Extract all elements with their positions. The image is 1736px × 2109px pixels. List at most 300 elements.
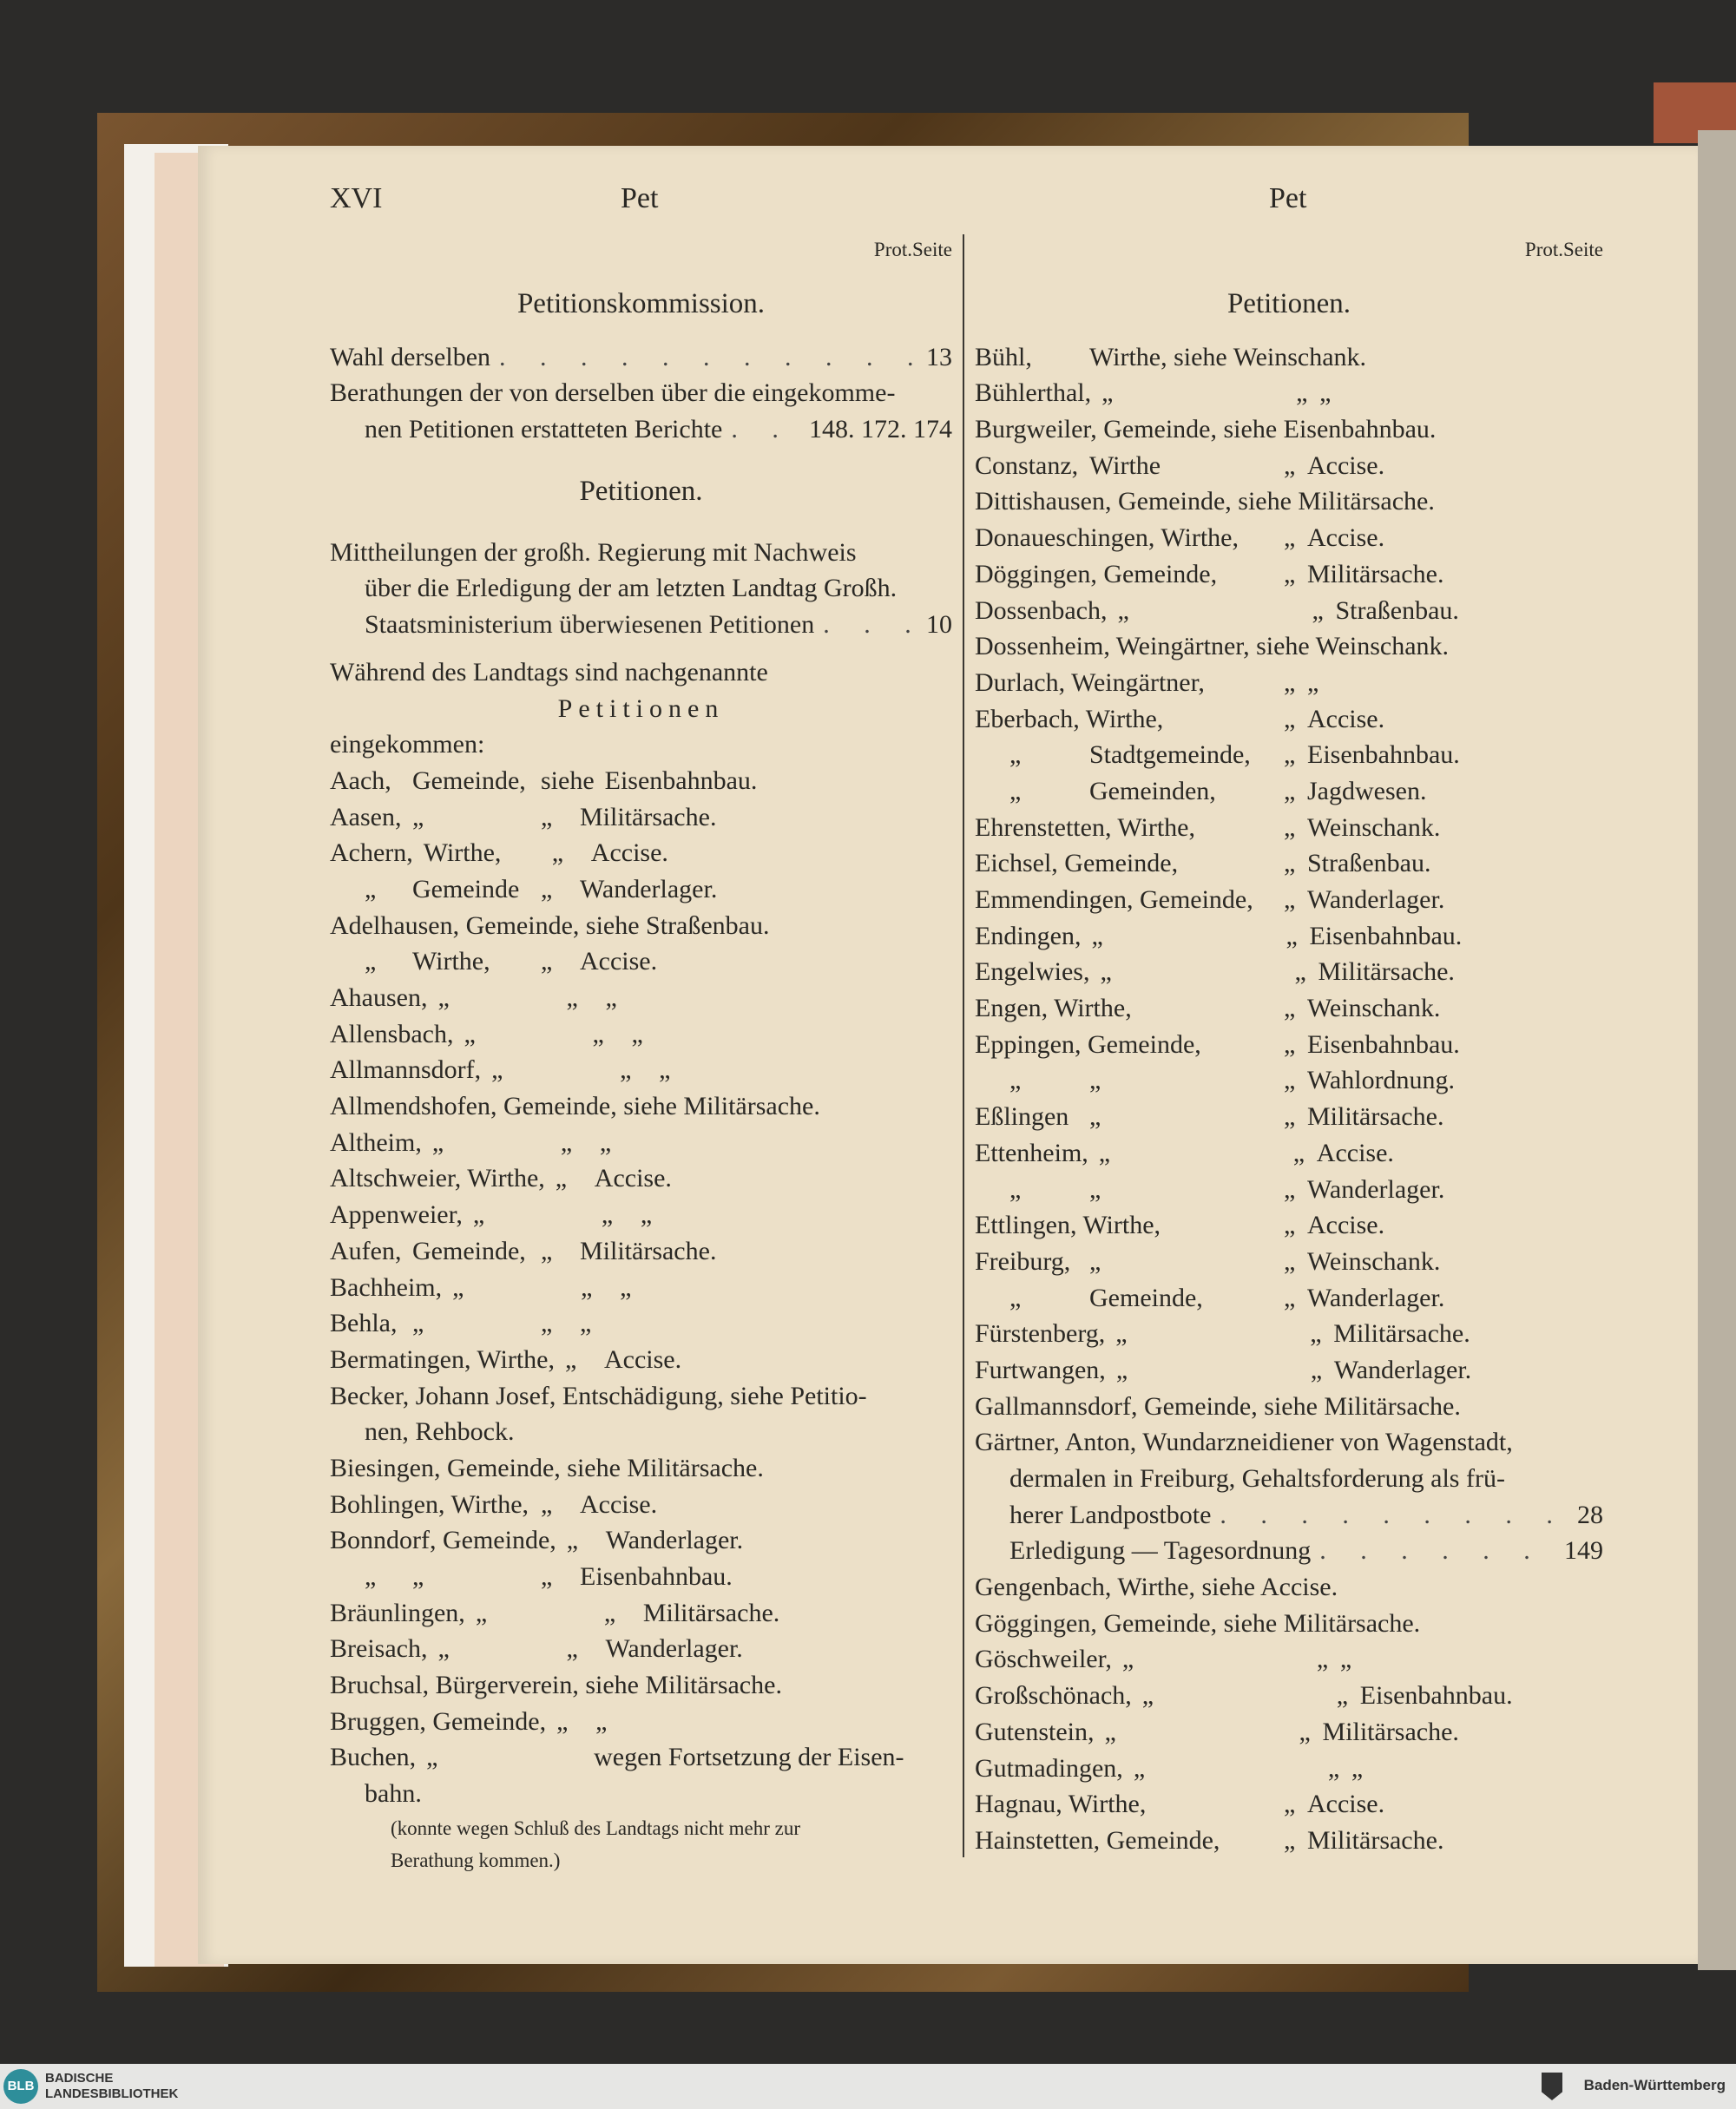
petition-place: Eberbach, Wirthe, bbox=[975, 704, 1164, 733]
reference-mark: „ bbox=[1284, 740, 1296, 770]
petition-row bbox=[330, 1270, 952, 1306]
petition-row bbox=[975, 1641, 1603, 1678]
reference-mark: „ bbox=[1284, 1790, 1296, 1819]
petition-place: Allensbach, bbox=[330, 1019, 454, 1048]
reference-mark: „ bbox=[565, 1344, 577, 1374]
petition-row bbox=[330, 1233, 952, 1270]
petition-subject: Accise. bbox=[604, 1344, 682, 1374]
page-reference: 13 bbox=[926, 342, 952, 371]
section-heading: Petitionen. bbox=[1226, 287, 1351, 319]
reference-mark: „ bbox=[1284, 1029, 1296, 1059]
petition-subject: Eisenbahnbau. bbox=[604, 765, 758, 795]
right-column bbox=[975, 232, 1603, 1859]
reference-mark: „ bbox=[1284, 1102, 1296, 1132]
section-heading: Petitionen. bbox=[579, 475, 703, 507]
petition-row bbox=[975, 1280, 1603, 1317]
library-name bbox=[45, 2071, 178, 2102]
petition-place: Emmendingen, Gemeinde, bbox=[975, 885, 1253, 914]
right-running-title: Pet bbox=[1269, 182, 1307, 214]
reference-mark: „ bbox=[592, 1019, 604, 1048]
petitioner-type: Gemeinde, bbox=[412, 1236, 526, 1265]
petition-subject: Eisenbahnbau. bbox=[1359, 1681, 1513, 1711]
petition-place: Donaueschingen, Wirthe, bbox=[975, 523, 1239, 553]
petition-subject: Accise. bbox=[1307, 1790, 1385, 1819]
state-label[interactable]: Baden-Württemberg bbox=[1583, 2077, 1726, 2093]
petition-subject: Wanderlager. bbox=[580, 874, 718, 903]
petition-row bbox=[330, 1125, 952, 1161]
reference-mark: „ bbox=[1284, 849, 1296, 878]
petition-place: Bühl, bbox=[975, 342, 1032, 371]
petition-subject: „ bbox=[580, 1309, 592, 1338]
petition-row bbox=[975, 339, 1603, 376]
petition-subject: Jagdwesen. bbox=[1307, 776, 1427, 805]
petitioner-type: Stadtgemeinde, bbox=[1089, 740, 1251, 770]
text-line: Allmendshofen, Gemeinde, siehe Militärsache. bbox=[330, 1092, 820, 1121]
petition-row bbox=[975, 665, 1603, 701]
petition-row bbox=[975, 1062, 1603, 1099]
petition-subject: Wanderlager. bbox=[605, 1634, 743, 1664]
petitioner-type: „ bbox=[475, 1598, 488, 1627]
reference-mark: „ bbox=[551, 838, 564, 868]
petitioner-type: „ bbox=[412, 1309, 424, 1338]
reference-mark: siehe bbox=[541, 765, 595, 795]
petition-row bbox=[975, 918, 1603, 955]
petition-place: Aasen, bbox=[330, 802, 402, 831]
petitioner-type: „ bbox=[1117, 595, 1129, 625]
entry-text: Erledigung — Tagesordnung bbox=[1009, 1536, 1312, 1566]
petitioner-type: „ bbox=[1104, 1717, 1116, 1746]
petition-subject: „ bbox=[631, 1019, 643, 1048]
reference-mark: „ bbox=[1327, 1753, 1340, 1783]
petition-row bbox=[330, 1631, 952, 1667]
petition-subject: „ bbox=[1351, 1753, 1364, 1783]
reference-mark: „ bbox=[1294, 957, 1306, 987]
petition-place: Altheim, bbox=[330, 1127, 422, 1157]
reference-mark: „ bbox=[541, 1489, 553, 1519]
petition-subject: „ bbox=[1319, 378, 1332, 408]
petitioner-type: Wirthe, bbox=[412, 947, 490, 976]
library-name-line1: BADISCHE bbox=[45, 2071, 114, 2086]
petition-place: Eichsel, Gemeinde, bbox=[975, 849, 1179, 878]
entry-text: Staatsministerium überwiesenen Petitionen bbox=[365, 610, 815, 640]
petitioner-type: „ bbox=[437, 1634, 450, 1664]
petition-place: Gutenstein, bbox=[975, 1717, 1095, 1746]
petitioner-type: Wirthe bbox=[1089, 450, 1161, 480]
page-reference: 10 bbox=[926, 610, 952, 640]
entry-text: nen Petitionen erstatteten Berichte bbox=[365, 415, 723, 444]
petitioner-type: „ bbox=[491, 1055, 503, 1085]
petitioner-type: „ bbox=[1133, 1753, 1146, 1783]
reference-mark: „ bbox=[1284, 1283, 1296, 1312]
text-line: Dossenheim, Weingärtner, siehe Weinschank. bbox=[975, 632, 1450, 661]
index-entry bbox=[975, 1533, 1603, 1569]
reference-mark: „ bbox=[566, 983, 578, 1012]
library-name-line2: LANDESBIBLIOTHEK bbox=[45, 2086, 179, 2101]
dot-leader bbox=[731, 411, 800, 448]
petition-place: Appenweier, bbox=[330, 1200, 463, 1230]
reference-mark: „ bbox=[1312, 595, 1324, 625]
text-line: Gärtner, Anton, Wundarzneidiener von Wagenstadt, bbox=[975, 1428, 1513, 1457]
petition-row bbox=[975, 448, 1603, 484]
reference-mark: „ bbox=[1286, 921, 1298, 950]
petition-place: Großschönach, bbox=[975, 1681, 1132, 1711]
reference-mark: „ bbox=[1284, 1174, 1296, 1204]
reference-mark: „ bbox=[1284, 776, 1296, 805]
petition-row bbox=[975, 1172, 1603, 1208]
petition-row bbox=[975, 1751, 1603, 1787]
petition-subject: „ bbox=[1339, 1645, 1352, 1674]
petitioner-type: Gemeinden, bbox=[1089, 776, 1216, 805]
petitioner-type: Gemeinde bbox=[412, 874, 520, 903]
petition-subject: Militärsache. bbox=[580, 1236, 717, 1265]
petition-place: Bermatingen, Wirthe, bbox=[330, 1344, 555, 1374]
petition-row bbox=[975, 810, 1603, 846]
reference-mark: „ bbox=[1284, 812, 1296, 842]
petitioner-type: „ bbox=[1091, 921, 1103, 950]
petition-row bbox=[975, 954, 1603, 990]
petition-subject: „ bbox=[595, 1706, 608, 1736]
petition-place: Hainstetten, Gemeinde, bbox=[975, 1825, 1220, 1855]
index-entry bbox=[330, 411, 952, 448]
petition-subject: Militärsache. bbox=[1307, 1102, 1444, 1132]
petitioner-type: Gemeinde, bbox=[1089, 1283, 1203, 1312]
petition-place: Ettlingen, Wirthe, bbox=[975, 1211, 1161, 1240]
petition-place: Achern, bbox=[330, 838, 413, 868]
petition-subject: Wanderlager. bbox=[605, 1526, 744, 1555]
petitioner-type: „ bbox=[452, 1272, 464, 1302]
text-line: Mittheilungen der großh. Regierung mit Nachweis bbox=[330, 537, 857, 567]
petitioner-type: „ bbox=[472, 1200, 485, 1230]
reference-mark: „ bbox=[541, 874, 553, 903]
reference-mark: „ bbox=[1310, 1355, 1323, 1384]
petition-subject: Eisenbahnbau. bbox=[1307, 1029, 1460, 1059]
petition-subject: Straßenbau. bbox=[1335, 595, 1459, 625]
petition-subject: „ bbox=[659, 1055, 671, 1085]
petition-subject: Weinschank. bbox=[1307, 994, 1441, 1023]
text-line: dermalen in Freiburg, Gehaltsforderung als frü- bbox=[1009, 1464, 1505, 1493]
petition-row bbox=[330, 1160, 952, 1197]
reference-mark: „ bbox=[1299, 1717, 1311, 1746]
petition-place: „ bbox=[1009, 776, 1022, 805]
petition-row bbox=[330, 763, 952, 799]
footnote-line: Berathung kommen.) bbox=[391, 1849, 561, 1871]
entry-text: Wahl derselben bbox=[330, 342, 491, 371]
reference-mark: „ bbox=[1310, 1319, 1322, 1349]
petitioner-type: „ bbox=[437, 983, 450, 1012]
reference-mark: „ bbox=[541, 1309, 553, 1338]
petition-row bbox=[330, 980, 952, 1016]
petition-row bbox=[975, 1823, 1603, 1859]
reference-mark: „ bbox=[555, 1164, 568, 1193]
index-entry bbox=[975, 1497, 1603, 1534]
petition-place: Aach, bbox=[330, 765, 391, 795]
petition-subject: Militärsache. bbox=[1318, 957, 1455, 987]
text-line: Göggingen, Gemeinde, siehe Militärsache. bbox=[975, 1608, 1421, 1638]
petition-subject: Accise. bbox=[580, 1489, 658, 1519]
petition-row bbox=[330, 871, 952, 908]
petition-row bbox=[330, 1739, 952, 1776]
petition-row bbox=[975, 1244, 1603, 1280]
petition-subject: Militärsache. bbox=[1307, 559, 1444, 588]
reference-mark: „ bbox=[1284, 559, 1296, 588]
petition-place: Freiburg, bbox=[975, 1246, 1071, 1276]
petition-subject: Militärsache. bbox=[1322, 1717, 1459, 1746]
petition-subject: Eisenbahnbau. bbox=[580, 1562, 733, 1591]
petition-row bbox=[975, 375, 1603, 411]
page-reference: 28 bbox=[1577, 1500, 1603, 1529]
text-line: Während des Landtags sind nachgenannte bbox=[330, 657, 768, 687]
petition-row bbox=[330, 1487, 952, 1523]
petition-subject: Accise. bbox=[1307, 1211, 1385, 1240]
page-number: XVI bbox=[330, 182, 383, 214]
index-entry bbox=[330, 339, 952, 376]
petition-row bbox=[330, 1342, 952, 1378]
petition-subject: Eisenbahnbau. bbox=[1309, 921, 1463, 950]
reference-mark: „ bbox=[1284, 1825, 1296, 1855]
entry-text: herer Landpostbote bbox=[1009, 1500, 1212, 1529]
petition-place: Engelwies, bbox=[975, 957, 1090, 987]
petitioner-type: „ bbox=[1101, 378, 1114, 408]
petition-row bbox=[330, 1197, 952, 1233]
text-line: bahn. bbox=[365, 1779, 422, 1809]
petition-place: Constanz, bbox=[975, 450, 1079, 480]
petition-row bbox=[975, 1786, 1603, 1823]
text-line: Biesingen, Gemeinde, siehe Militärsache. bbox=[330, 1453, 764, 1482]
petition-place: Ahausen, bbox=[330, 983, 428, 1012]
petition-subject: Accise. bbox=[1307, 450, 1385, 480]
petitioner-type: „ bbox=[1115, 1319, 1128, 1349]
petition-subject: Accise. bbox=[590, 838, 668, 868]
petition-place: Furtwangen, bbox=[975, 1355, 1106, 1384]
petition-place: Bühlerthal, bbox=[975, 378, 1092, 408]
petition-row bbox=[330, 1305, 952, 1342]
reference-mark: „ bbox=[1284, 1211, 1296, 1240]
petition-subject: Wanderlager. bbox=[1307, 885, 1445, 914]
text-line: über die Erledigung der am letzten Landtag Großh. bbox=[365, 574, 898, 603]
reference-mark: „ bbox=[601, 1200, 614, 1230]
prot-seite-label: Prot.Seite bbox=[873, 239, 952, 260]
petition-row bbox=[975, 593, 1603, 629]
petition-row bbox=[975, 1135, 1603, 1172]
petition-place: Durlach, Weingärtner, bbox=[975, 667, 1205, 697]
petition-subject: „ bbox=[599, 1127, 612, 1157]
petitioner-type: „ bbox=[1115, 1355, 1128, 1384]
next-page-edge bbox=[1698, 130, 1736, 1970]
petition-row bbox=[330, 799, 952, 836]
page-reference: 149 bbox=[1564, 1536, 1603, 1566]
reference-mark: „ bbox=[603, 1598, 616, 1627]
petition-subject: Accise. bbox=[1307, 704, 1385, 733]
petition-subject: Militärsache. bbox=[1307, 1825, 1444, 1855]
petition-subject: Accise. bbox=[594, 1164, 672, 1193]
petition-row bbox=[975, 556, 1603, 593]
reference-mark: „ bbox=[1336, 1681, 1349, 1711]
petition-place: „ bbox=[1009, 1066, 1022, 1095]
petition-place: Göschweiler, bbox=[975, 1645, 1112, 1674]
petition-subject: „ bbox=[620, 1272, 632, 1302]
petition-place: „ bbox=[365, 1562, 377, 1591]
prot-seite-label: Prot.Seite bbox=[1524, 239, 1603, 260]
petition-row bbox=[330, 943, 952, 980]
reference-mark: „ bbox=[1292, 1138, 1305, 1167]
petition-subject: Weinschank. bbox=[1307, 812, 1441, 842]
reference-mark: „ bbox=[566, 1526, 579, 1555]
reference-mark: „ bbox=[581, 1272, 593, 1302]
petition-place: Aufen, bbox=[330, 1236, 402, 1265]
petition-place: „ bbox=[365, 947, 377, 976]
left-column bbox=[330, 232, 952, 1876]
viewer-footer bbox=[0, 2064, 1736, 2109]
reference-mark: „ bbox=[620, 1055, 632, 1085]
reference-mark: „ bbox=[556, 1706, 569, 1736]
text-line: Gallmannsdorf, Gemeinde, siehe Militärsache. bbox=[975, 1391, 1461, 1421]
petition-place: „ bbox=[1009, 1174, 1022, 1204]
petition-subject: Wanderlager. bbox=[1307, 1283, 1445, 1312]
petition-row bbox=[975, 845, 1603, 882]
petitioner-type: „ bbox=[1121, 1645, 1134, 1674]
petition-subject: „ bbox=[605, 983, 617, 1012]
reference-mark: „ bbox=[1284, 523, 1296, 553]
petition-row bbox=[975, 1027, 1603, 1063]
petition-row bbox=[330, 1522, 952, 1559]
petition-place: Breisach, bbox=[330, 1634, 428, 1664]
petition-place: Gutmadingen, bbox=[975, 1753, 1123, 1783]
petition-row bbox=[975, 1316, 1603, 1352]
dot-leader bbox=[499, 339, 917, 376]
petitioner-type: „ bbox=[1089, 1102, 1101, 1132]
text-line: Adelhausen, Gemeinde, siehe Straßenbau. bbox=[330, 910, 770, 940]
reference-mark: „ bbox=[541, 947, 553, 976]
petitioner-type: „ bbox=[1141, 1681, 1154, 1711]
petition-subject: Weinschank. bbox=[1307, 1246, 1441, 1276]
text-line: Burgweiler, Gemeinde, siehe Eisenbahnbau. bbox=[975, 415, 1437, 444]
text-line: Berathungen der von derselben über die eingekomme- bbox=[330, 378, 896, 408]
left-running-title: Pet bbox=[621, 182, 659, 214]
petitioner-type: „ bbox=[412, 1562, 424, 1591]
petition-row bbox=[975, 1099, 1603, 1135]
reference-mark: „ bbox=[1284, 667, 1296, 697]
petition-subject: „ bbox=[1307, 667, 1319, 697]
text-line: Dittishausen, Gemeinde, siehe Militärsache. bbox=[975, 487, 1435, 516]
petition-place: Altschweier, Wirthe, bbox=[330, 1164, 545, 1193]
reference-mark: „ bbox=[1284, 1066, 1296, 1095]
petitioner-type: „ bbox=[1098, 1138, 1111, 1167]
petitioner-type: Gemeinde, bbox=[412, 765, 526, 795]
petition-subject: Militärsache. bbox=[580, 802, 717, 831]
text-line: Bruchsal, Bürgerverein, siehe Militärsache. bbox=[330, 1671, 782, 1700]
petition-subject: wegen Fortsetzung der Eisen- bbox=[594, 1743, 904, 1772]
petition-place: Hagnau, Wirthe, bbox=[975, 1790, 1147, 1819]
petition-subject: Accise. bbox=[1307, 523, 1385, 553]
reference-mark: „ bbox=[1284, 885, 1296, 914]
petition-row bbox=[975, 882, 1603, 918]
dot-leader bbox=[1319, 1533, 1555, 1569]
petition-place: Bräunlingen, bbox=[330, 1598, 465, 1627]
petition-place: Ehrenstetten, Wirthe, bbox=[975, 812, 1195, 842]
petition-place: Eßlingen bbox=[975, 1102, 1069, 1132]
petition-row bbox=[330, 1704, 952, 1740]
petition-place: „ bbox=[1009, 740, 1022, 770]
petitioner-type: „ bbox=[412, 802, 424, 831]
petitioner-type: Wirthe, bbox=[423, 838, 502, 868]
petition-row bbox=[975, 701, 1603, 738]
petition-place: Bonndorf, Gemeinde, bbox=[330, 1526, 556, 1555]
text-line: Becker, Johann Josef, Entschädigung, siehe Petitio- bbox=[330, 1381, 867, 1410]
state-coat-of-arms-icon bbox=[1542, 2073, 1562, 2100]
petition-place: Dossenbach, bbox=[975, 595, 1108, 625]
petitioner-type: „ bbox=[431, 1127, 444, 1157]
petition-row bbox=[975, 737, 1603, 773]
petition-place: Bohlingen, Wirthe, bbox=[330, 1489, 529, 1519]
petition-subject: Eisenbahnbau. bbox=[1307, 740, 1460, 770]
petitioner-type: „ bbox=[1100, 957, 1112, 987]
petitioner-type: „ bbox=[1089, 1066, 1101, 1095]
petition-subject: Militärsache. bbox=[1333, 1319, 1470, 1349]
column-divider bbox=[963, 234, 964, 1857]
reference-mark: „ bbox=[1284, 450, 1296, 480]
petition-row bbox=[975, 773, 1603, 810]
petition-place: Döggingen, Gemeinde, bbox=[975, 559, 1218, 588]
petition-row bbox=[975, 1678, 1603, 1714]
dot-leader bbox=[1220, 1497, 1568, 1534]
petition-place: Eppingen, Gemeinde, bbox=[975, 1029, 1201, 1059]
petition-place: Buchen, bbox=[330, 1743, 417, 1772]
reference-mark: „ bbox=[541, 1562, 553, 1591]
blb-logo[interactable]: BLB bbox=[3, 2069, 38, 2104]
petitioner-type: „ bbox=[1089, 1174, 1101, 1204]
petition-subject: „ bbox=[640, 1200, 653, 1230]
petition-row bbox=[330, 1016, 952, 1053]
petition-subject: Wahlordnung. bbox=[1307, 1066, 1456, 1095]
petition-row bbox=[975, 1714, 1603, 1751]
dot-leader bbox=[823, 607, 917, 643]
petition-subject: Wanderlager. bbox=[1333, 1355, 1472, 1384]
reference-mark: „ bbox=[560, 1127, 573, 1157]
petition-place: Bruggen, Gemeinde, bbox=[330, 1706, 547, 1736]
text-line: Gengenbach, Wirthe, siehe Accise. bbox=[975, 1573, 1338, 1602]
subheading: Petitionen bbox=[557, 693, 725, 723]
index-entry bbox=[330, 607, 952, 643]
reference-mark: „ bbox=[1284, 994, 1296, 1023]
petition-place: Allmannsdorf, bbox=[330, 1055, 482, 1085]
reference-mark: „ bbox=[1316, 1645, 1329, 1674]
petitioner-type: „ bbox=[1089, 1246, 1101, 1276]
reference-mark: „ bbox=[1296, 378, 1308, 408]
petition-row bbox=[975, 1207, 1603, 1244]
petition-subject: Accise. bbox=[580, 947, 658, 976]
petitioner-type: Wirthe, siehe Weinschank. bbox=[1089, 342, 1367, 371]
petition-place: „ bbox=[1009, 1283, 1022, 1312]
reference-mark: „ bbox=[1284, 1246, 1296, 1276]
section-heading: Petitionskommission. bbox=[516, 287, 766, 319]
petition-row bbox=[975, 990, 1603, 1027]
page-reference: 148. 172. 174 bbox=[809, 415, 952, 444]
petition-row bbox=[330, 835, 952, 871]
petition-place: Bachheim, bbox=[330, 1272, 443, 1302]
reference-mark: „ bbox=[566, 1634, 578, 1664]
petition-row bbox=[975, 520, 1603, 556]
petition-row bbox=[330, 1559, 952, 1595]
reference-mark: „ bbox=[541, 1236, 553, 1265]
petition-place: Behla, bbox=[330, 1309, 398, 1338]
petition-place: Endingen, bbox=[975, 921, 1082, 950]
petition-subject: Straßenbau. bbox=[1307, 849, 1431, 878]
reference-mark: „ bbox=[1284, 704, 1296, 733]
petitioner-type: „ bbox=[464, 1019, 476, 1048]
petition-place: „ bbox=[365, 874, 377, 903]
petition-row bbox=[330, 1052, 952, 1088]
text-line: nen, Rehbock. bbox=[365, 1417, 515, 1447]
